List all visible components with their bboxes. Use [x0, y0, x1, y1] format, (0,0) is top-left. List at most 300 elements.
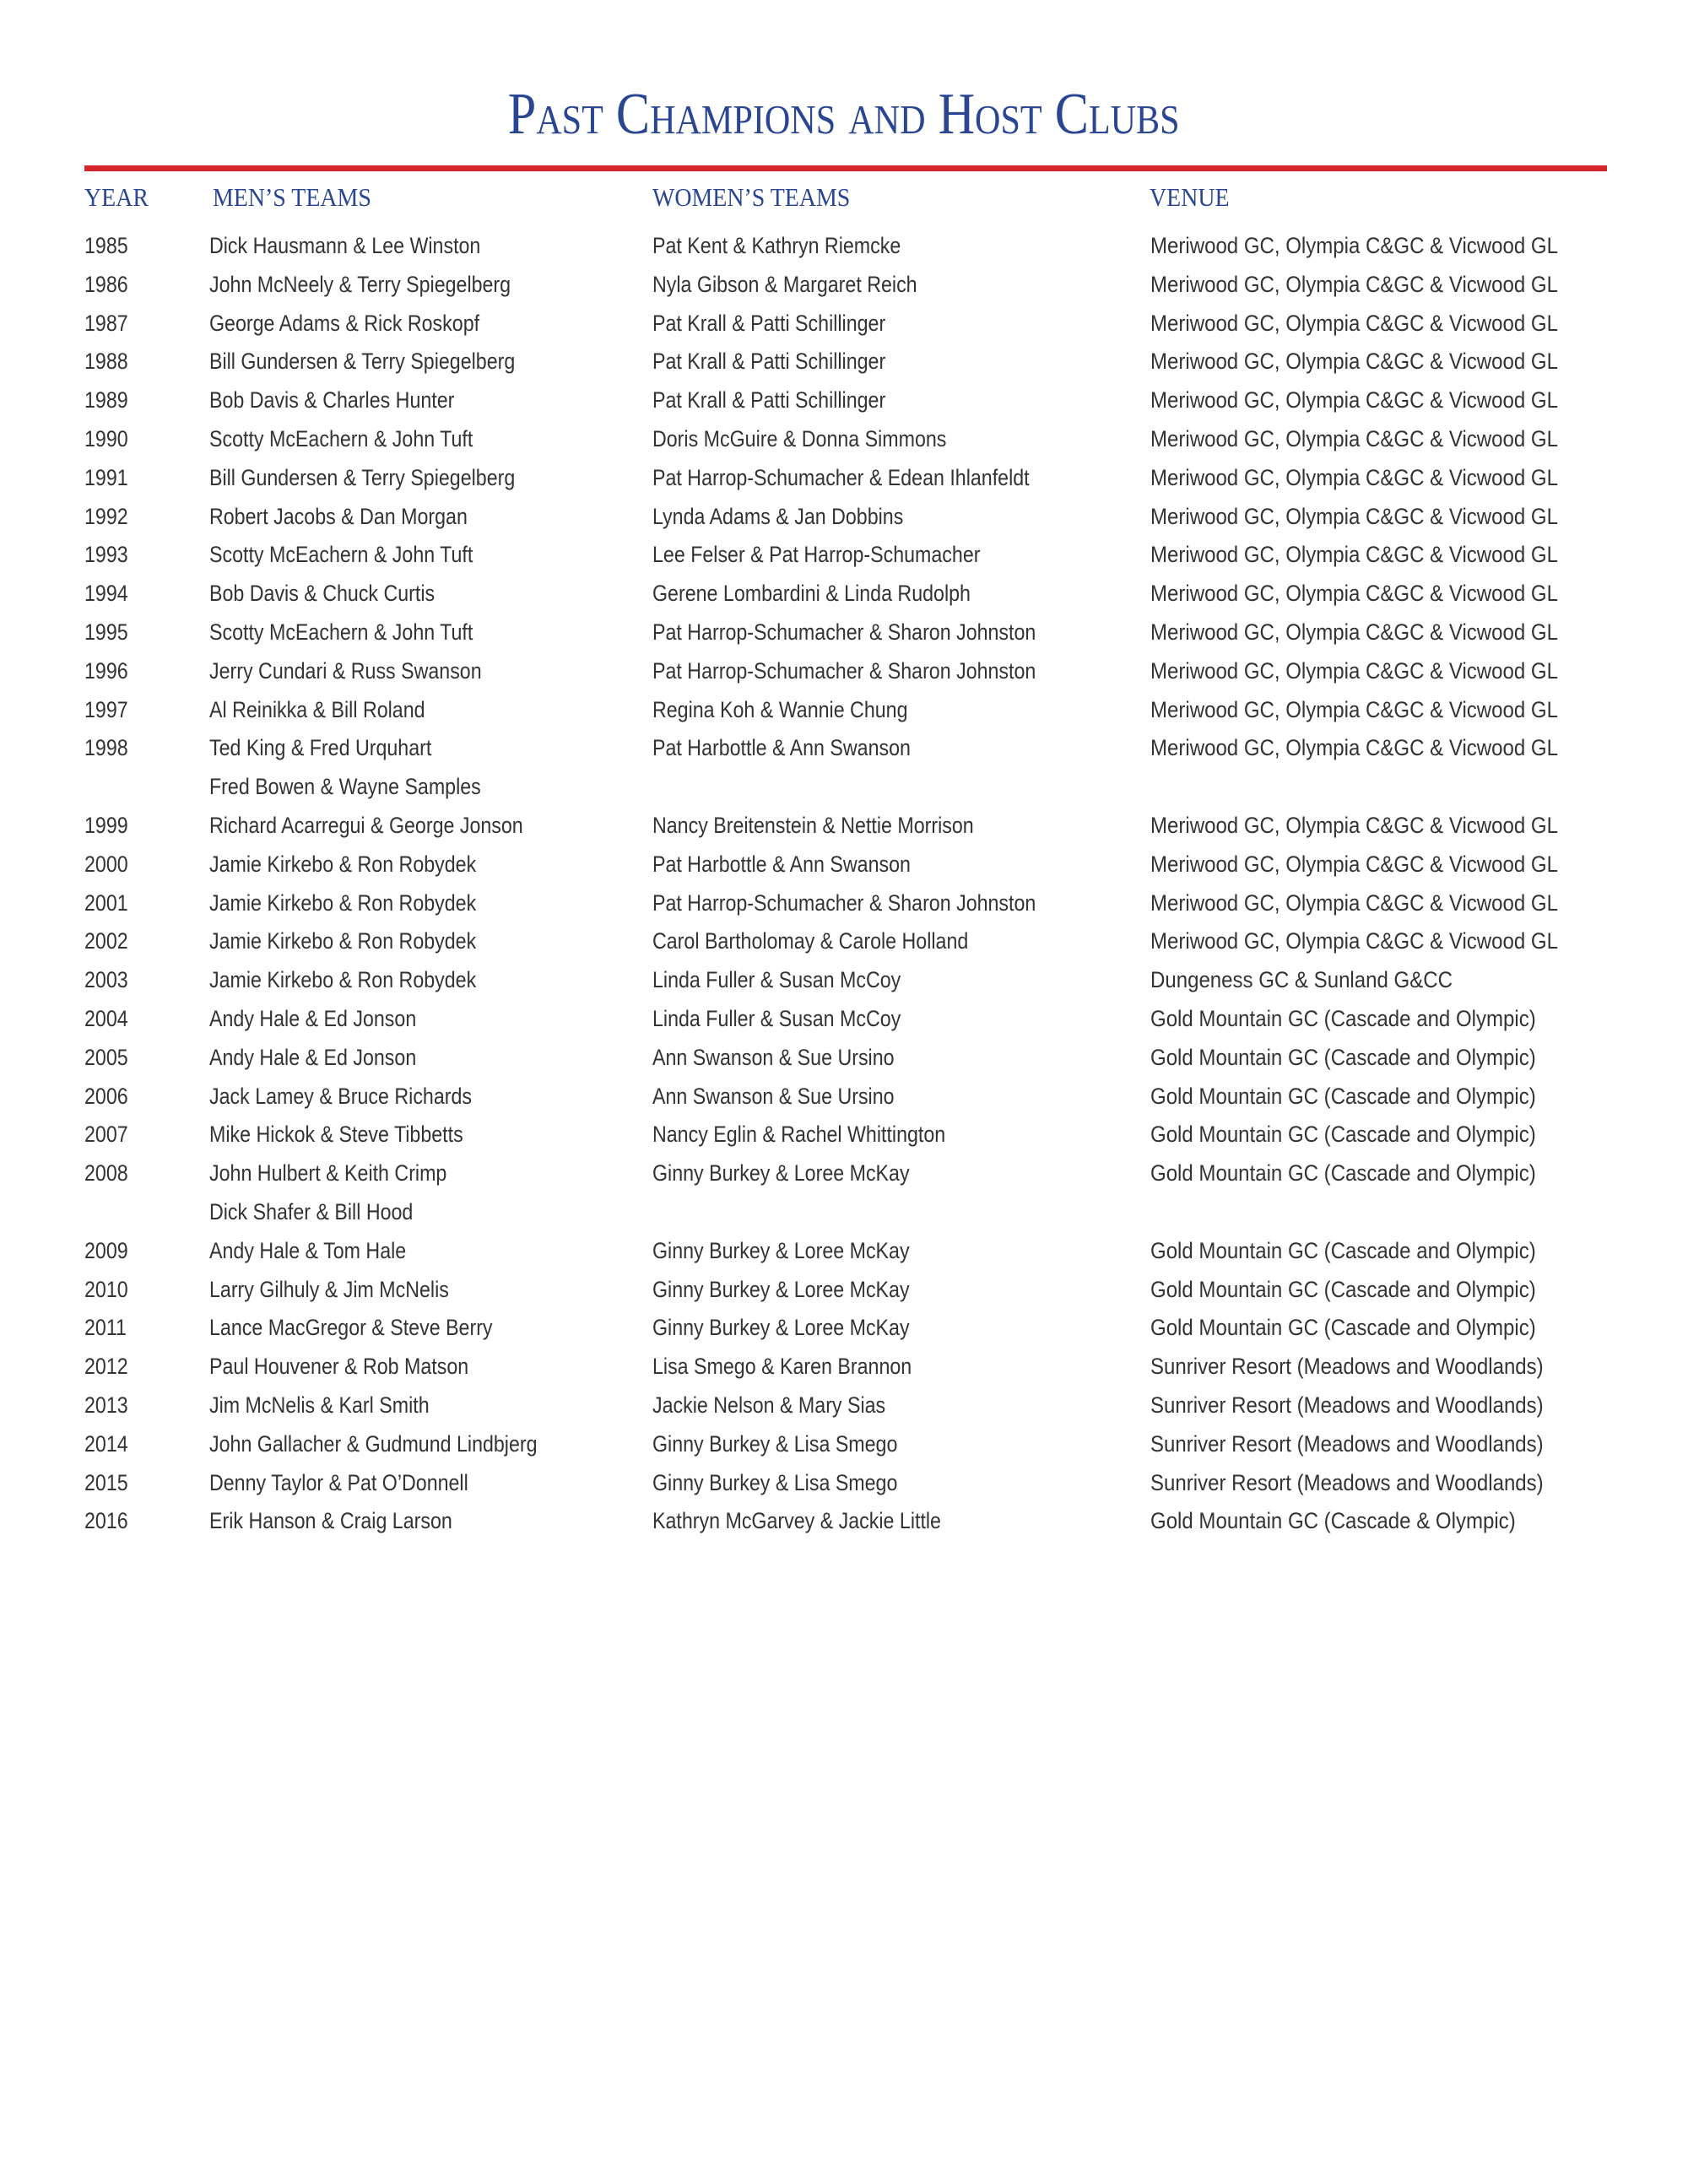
mens-team-cell	[209, 1154, 485, 1193]
table-row	[0, 1039, 1688, 1078]
womens-team-cell-text: Pat Harrop-Schumacher & Sharon Johnston	[652, 619, 1036, 645]
venue-cell	[1150, 807, 1609, 846]
womens-team-cell	[652, 807, 1026, 846]
mens-team-cell	[209, 266, 560, 305]
mens-team-cell	[209, 1039, 450, 1078]
venue-cell-text: Meriwood GC, Olympia C&GC & Vicwood GL	[1150, 349, 1558, 375]
table-row	[0, 922, 1688, 961]
womens-team-cell-text: Lisa Smego & Karen Brannon	[652, 1354, 912, 1380]
table-row	[0, 768, 1688, 807]
venue-cell	[1150, 1116, 1583, 1154]
year-cell	[84, 420, 135, 459]
womens-team-cell	[652, 652, 1098, 691]
womens-team-cell-text: Linda Fuller & Susan McCoy	[652, 1005, 901, 1031]
year-cell	[84, 498, 135, 537]
year-cell	[84, 652, 135, 691]
mens-team-cell	[209, 575, 472, 614]
year-cell-text: 2009	[84, 1237, 128, 1263]
header-year-text: YEAR	[84, 182, 149, 212]
venue-cell-text: Gold Mountain GC (Cascade and Olympic)	[1150, 1276, 1536, 1302]
year-cell-text: 1991	[84, 464, 128, 490]
year-cell-text: 2000	[84, 851, 128, 877]
year-cell-text: 2013	[84, 1392, 128, 1418]
womens-team-cell	[652, 381, 923, 420]
table-row	[0, 846, 1688, 884]
venue-cell	[1150, 305, 1609, 343]
venue-cell-text: Sunriver Resort (Meadows and Woodlands)	[1150, 1392, 1544, 1418]
womens-team-cell-text: Lee Felser & Pat Harrop-Schumacher	[652, 542, 981, 568]
womens-team-cell	[652, 227, 941, 266]
venue-cell-text: Meriwood GC, Olympia C&GC & Vicwood GL	[1150, 310, 1558, 336]
womens-team-cell-text: Pat Kent & Kathryn Riemcke	[652, 233, 901, 258]
year-cell-text: 2008	[84, 1160, 128, 1187]
venue-cell-text: Gold Mountain GC (Cascade and Olympic)	[1150, 1315, 1536, 1341]
venue-cell	[1150, 420, 1609, 459]
year-cell	[84, 343, 135, 381]
table-row	[0, 807, 1688, 846]
venue-cell	[1150, 884, 1609, 923]
mens-team-cell-text: Jamie Kirkebo & Ron Robydek	[209, 851, 477, 877]
womens-team-cell-text: Ann Swanson & Sue Ursino	[652, 1044, 895, 1070]
year-cell-text: 1995	[84, 619, 128, 645]
mens-team-cell-text: John Hulbert & Keith Crimp	[209, 1160, 447, 1187]
mens-team-cell-text: Richard Acarregui & George Jonson	[209, 812, 523, 838]
table-row	[0, 1000, 1688, 1039]
womens-team-cell-text: Ginny Burkey & Loree McKay	[652, 1315, 910, 1341]
mens-team-cell	[209, 1425, 591, 1464]
venue-cell	[1150, 1078, 1583, 1116]
year-cell-text: 2015	[84, 1469, 128, 1495]
venue-cell-text: Meriwood GC, Olympia C&GC & Vicwood GL	[1150, 696, 1558, 722]
venue-cell	[1150, 846, 1609, 884]
venue-cell-text: Gold Mountain GC (Cascade and Olympic)	[1150, 1044, 1536, 1070]
mens-team-cell-text: Jamie Kirkebo & Ron Robydek	[209, 928, 477, 954]
mens-team-cell	[209, 884, 520, 923]
table-row	[0, 1387, 1688, 1425]
mens-team-cell-text: Jamie Kirkebo & Ron Robydek	[209, 967, 477, 993]
womens-team-cell-text: Ann Swanson & Sue Ursino	[652, 1083, 895, 1109]
venue-cell	[1150, 652, 1609, 691]
venue-cell	[1150, 575, 1609, 614]
table-row	[0, 1425, 1688, 1464]
venue-cell	[1150, 961, 1490, 1000]
year-cell	[84, 614, 135, 652]
womens-team-cell	[652, 1000, 941, 1039]
mens-team-cell-text: Bob Davis & Charles Hunter	[209, 387, 455, 414]
table-row	[0, 1271, 1688, 1310]
year-cell	[84, 266, 135, 305]
venue-cell	[1150, 459, 1609, 498]
womens-team-cell-text: Jackie Nelson & Mary Sias	[652, 1392, 886, 1418]
year-cell-text: 1998	[84, 735, 128, 761]
table-row	[0, 652, 1688, 691]
womens-team-cell	[652, 922, 1020, 961]
year-cell-text: 2012	[84, 1354, 128, 1380]
mens-team-cell-text: Fred Bowen & Wayne Samples	[209, 774, 481, 800]
year-cell	[84, 729, 135, 768]
womens-team-cell-text: Kathryn McGarvey & Jackie Little	[652, 1508, 941, 1534]
table-row	[0, 1078, 1688, 1116]
year-cell-text: 2016	[84, 1508, 128, 1534]
womens-team-cell	[652, 961, 941, 1000]
mens-team-cell	[209, 691, 460, 730]
header-mens-teams	[213, 181, 389, 214]
mens-team-cell	[209, 1000, 450, 1039]
table-row	[0, 1464, 1688, 1503]
mens-team-cell	[209, 807, 574, 846]
womens-team-cell	[652, 729, 953, 768]
venue-cell	[1150, 227, 1609, 266]
year-cell-text: 1988	[84, 349, 128, 375]
table-row	[0, 343, 1688, 381]
womens-team-cell	[652, 691, 950, 730]
year-cell	[84, 575, 135, 614]
header-year	[84, 181, 155, 214]
table-row	[0, 614, 1688, 652]
womens-team-cell	[652, 1425, 938, 1464]
year-cell	[84, 1000, 135, 1039]
mens-team-cell	[209, 1309, 538, 1348]
year-cell	[84, 922, 135, 961]
year-cell-text: 1994	[84, 581, 128, 607]
year-cell-text: 2001	[84, 889, 128, 916]
table-row	[0, 575, 1688, 614]
mens-team-cell-text: Al Reinikka & Bill Roland	[209, 696, 425, 722]
mens-team-cell-text: Jack Lamey & Bruce Richards	[209, 1083, 473, 1109]
venue-cell	[1150, 1154, 1583, 1193]
mens-team-cell	[209, 1387, 465, 1425]
womens-team-cell-text: Doris McGuire & Donna Simmons	[652, 425, 947, 451]
year-cell-text: 1990	[84, 425, 128, 451]
header-venue	[1150, 181, 1238, 214]
womens-team-cell	[652, 1078, 933, 1116]
mens-team-cell	[209, 1078, 515, 1116]
venue-cell-text: Gold Mountain GC (Cascade & Olympic)	[1150, 1508, 1516, 1534]
venue-cell-text: Meriwood GC, Olympia C&GC & Vicwood GL	[1150, 503, 1558, 529]
womens-team-cell-text: Pat Harbottle & Ann Swanson	[652, 735, 911, 761]
mens-team-cell-text: Denny Taylor & Pat O’Donnell	[209, 1469, 468, 1495]
title-divider	[84, 165, 1607, 171]
year-cell	[84, 1425, 135, 1464]
venue-cell	[1150, 1039, 1583, 1078]
mens-team-cell	[209, 381, 495, 420]
year-cell	[84, 691, 135, 730]
womens-team-cell-text: Pat Krall & Patti Schillinger	[652, 349, 886, 375]
table-row	[0, 1154, 1688, 1193]
year-cell	[84, 1348, 135, 1387]
mens-team-cell-text: Bob Davis & Chuck Curtis	[209, 581, 436, 607]
mens-team-cell	[209, 227, 525, 266]
womens-team-cell	[652, 884, 1098, 923]
mens-team-cell-text: Scotty McEachern & John Tuft	[209, 619, 473, 645]
venue-cell-text: Meriwood GC, Olympia C&GC & Vicwood GL	[1150, 812, 1558, 838]
womens-team-cell-text: Ginny Burkey & Lisa Smego	[652, 1469, 898, 1495]
mens-team-cell-text: Erik Hanson & Craig Larson	[209, 1508, 452, 1534]
womens-team-cell	[652, 1271, 951, 1310]
venue-cell-text: Meriwood GC, Olympia C&GC & Vicwood GL	[1150, 233, 1558, 258]
venue-cell-text: Meriwood GC, Olympia C&GC & Vicwood GL	[1150, 464, 1558, 490]
mens-team-cell-text: Jim McNelis & Karl Smith	[209, 1392, 430, 1418]
year-cell	[84, 227, 135, 266]
mens-team-cell	[209, 1464, 511, 1503]
header-womens-teams	[652, 181, 872, 214]
table-row	[0, 536, 1688, 575]
venue-cell-text: Sunriver Resort (Meadows and Woodlands)	[1150, 1469, 1544, 1495]
year-cell	[84, 305, 135, 343]
mens-team-cell-text: Paul Houvener & Rob Matson	[209, 1354, 469, 1380]
header-womens-teams-text: WOMEN’S TEAMS	[652, 182, 851, 212]
womens-team-cell	[652, 1232, 951, 1271]
venue-cell	[1150, 1232, 1583, 1271]
year-cell	[84, 1502, 135, 1541]
mens-team-cell-text: Andy Hale & Ed Jonson	[209, 1005, 417, 1031]
year-cell-text: 1996	[84, 657, 128, 684]
year-cell-text: 2003	[84, 967, 128, 993]
womens-team-cell-text: Gerene Lombardini & Linda Rudolph	[652, 581, 971, 607]
table-row	[0, 884, 1688, 923]
year-cell	[84, 459, 135, 498]
year-cell	[84, 536, 135, 575]
year-cell-text: 1987	[84, 310, 128, 336]
mens-team-cell-text: George Adams & Rick Roskopf	[209, 310, 480, 336]
venue-cell	[1150, 1387, 1592, 1425]
year-cell	[84, 1387, 135, 1425]
venue-cell	[1150, 1000, 1583, 1039]
womens-team-cell	[652, 1309, 951, 1348]
mens-team-cell	[209, 1271, 488, 1310]
year-cell	[84, 1154, 135, 1193]
womens-team-cell	[652, 266, 960, 305]
year-cell-text: 2010	[84, 1276, 128, 1302]
venue-cell	[1150, 1348, 1592, 1387]
year-cell	[84, 1271, 135, 1310]
year-cell	[84, 1078, 135, 1116]
champions-table	[0, 227, 1688, 1541]
mens-team-cell	[209, 343, 565, 381]
womens-team-cell-text: Linda Fuller & Susan McCoy	[652, 967, 901, 993]
womens-team-cell-text: Pat Krall & Patti Schillinger	[652, 310, 886, 336]
table-row	[0, 691, 1688, 730]
venue-cell	[1150, 536, 1609, 575]
womens-team-cell	[652, 1464, 938, 1503]
womens-team-cell-text: Pat Harbottle & Ann Swanson	[652, 851, 911, 877]
mens-team-cell-text: Andy Hale & Tom Hale	[209, 1237, 407, 1263]
venue-cell-text: Meriwood GC, Olympia C&GC & Vicwood GL	[1150, 657, 1558, 684]
venue-cell-text: Gold Mountain GC (Cascade and Olympic)	[1150, 1237, 1536, 1263]
venue-cell-text: Meriwood GC, Olympia C&GC & Vicwood GL	[1150, 851, 1558, 877]
mens-team-cell	[209, 459, 565, 498]
womens-team-cell-text: Carol Bartholomay & Carole Holland	[652, 928, 969, 954]
table-row	[0, 420, 1688, 459]
mens-team-cell	[209, 1232, 438, 1271]
table-row	[0, 266, 1688, 305]
mens-team-cell	[209, 498, 510, 537]
mens-team-cell	[209, 536, 516, 575]
table-row	[0, 1348, 1688, 1387]
year-cell	[84, 846, 135, 884]
womens-team-cell	[652, 1039, 933, 1078]
mens-team-cell	[209, 729, 468, 768]
womens-team-cell-text: Nancy Breitenstein & Nettie Morrison	[652, 812, 974, 838]
womens-team-cell	[652, 846, 953, 884]
year-cell	[84, 961, 135, 1000]
womens-team-cell	[652, 536, 1034, 575]
year-cell-text: 2002	[84, 928, 128, 954]
year-cell-text: 2004	[84, 1005, 128, 1031]
venue-cell-text: Meriwood GC, Olympia C&GC & Vicwood GL	[1150, 735, 1558, 761]
womens-team-cell-text: Ginny Burkey & Loree McKay	[652, 1237, 910, 1263]
year-cell	[84, 807, 135, 846]
table-row	[0, 1193, 1688, 1232]
table-row	[0, 305, 1688, 343]
venue-cell	[1150, 343, 1609, 381]
venue-cell-text: Meriwood GC, Olympia C&GC & Vicwood GL	[1150, 928, 1558, 954]
womens-team-cell-text: Ginny Burkey & Loree McKay	[652, 1160, 910, 1187]
womens-team-cell	[652, 1348, 954, 1387]
year-cell-text: 1992	[84, 503, 128, 529]
womens-team-cell	[652, 575, 1022, 614]
table-row	[0, 1232, 1688, 1271]
year-cell-text: 1997	[84, 696, 128, 722]
mens-team-cell-text: Scotty McEachern & John Tuft	[209, 542, 473, 568]
womens-team-cell-text: Pat Harrop-Schumacher & Sharon Johnston	[652, 889, 1036, 916]
year-cell	[84, 1116, 135, 1154]
mens-team-cell-text: Dick Shafer & Bill Hood	[209, 1198, 414, 1224]
year-cell-text: 1989	[84, 387, 128, 414]
venue-cell	[1150, 1425, 1592, 1464]
womens-team-cell-text: Pat Harrop-Schumacher & Sharon Johnston	[652, 657, 1036, 684]
table-row	[0, 227, 1688, 266]
year-cell	[84, 1464, 135, 1503]
venue-cell	[1150, 691, 1609, 730]
womens-team-cell	[652, 1116, 993, 1154]
mens-team-cell-text: Dick Hausmann & Lee Winston	[209, 233, 481, 258]
womens-team-cell-text: Pat Krall & Patti Schillinger	[652, 387, 886, 414]
venue-cell	[1150, 1309, 1583, 1348]
venue-cell	[1150, 1271, 1583, 1310]
table-row	[0, 381, 1688, 420]
venue-cell-text: Gold Mountain GC (Cascade and Olympic)	[1150, 1005, 1536, 1031]
mens-team-cell	[209, 1116, 505, 1154]
womens-team-cell-text: Ginny Burkey & Loree McKay	[652, 1276, 910, 1302]
venue-cell	[1150, 922, 1609, 961]
year-cell-text: 2005	[84, 1044, 128, 1070]
venue-cell-text: Meriwood GC, Olympia C&GC & Vicwood GL	[1150, 619, 1558, 645]
year-cell-text: 1993	[84, 542, 128, 568]
womens-team-cell	[652, 420, 994, 459]
header-mens-teams-text: MEN’S TEAMS	[213, 182, 371, 212]
venue-cell-text: Meriwood GC, Olympia C&GC & Vicwood GL	[1150, 889, 1558, 916]
venue-cell-text: Gold Mountain GC (Cascade and Olympic)	[1150, 1083, 1536, 1109]
year-cell	[84, 1232, 135, 1271]
venue-cell	[1150, 1502, 1561, 1541]
mens-team-cell-text: John Gallacher & Gudmund Lindbjerg	[209, 1430, 538, 1457]
womens-team-cell-text: Nyla Gibson & Margaret Reich	[652, 271, 917, 297]
venue-cell-text: Meriwood GC, Olympia C&GC & Vicwood GL	[1150, 387, 1558, 414]
mens-team-cell-text: Bill Gundersen & Terry Spiegelberg	[209, 464, 516, 490]
venue-cell	[1150, 381, 1609, 420]
table-row	[0, 961, 1688, 1000]
womens-team-cell	[652, 1387, 923, 1425]
mens-team-cell	[209, 305, 523, 343]
womens-team-cell-text: Nancy Eglin & Rachel Whittington	[652, 1122, 946, 1148]
venue-cell-text: Gold Mountain GC (Cascade and Olympic)	[1150, 1122, 1536, 1148]
womens-team-cell	[652, 1154, 951, 1193]
venue-cell	[1150, 266, 1609, 305]
venue-cell-text: Meriwood GC, Olympia C&GC & Vicwood GL	[1150, 581, 1558, 607]
year-cell-text: 2011	[84, 1315, 127, 1341]
womens-team-cell-text: Regina Koh & Wannie Chung	[652, 696, 908, 722]
mens-team-cell	[209, 768, 525, 807]
mens-team-cell	[209, 1502, 492, 1541]
year-cell	[84, 1309, 133, 1348]
womens-team-cell	[652, 343, 923, 381]
table-row	[0, 1116, 1688, 1154]
mens-team-cell-text: John McNeely & Terry Spiegelberg	[209, 271, 511, 297]
mens-team-cell-text: Andy Hale & Ed Jonson	[209, 1044, 417, 1070]
womens-team-cell	[652, 305, 923, 343]
mens-team-cell-text: Lance MacGregor & Steve Berry	[209, 1315, 493, 1341]
womens-team-cell-text: Lynda Adams & Jan Dobbins	[652, 503, 904, 529]
venue-cell-text: Sunriver Resort (Meadows and Woodlands)	[1150, 1354, 1544, 1380]
page-title-text: Past Champions and Host Clubs	[508, 82, 1180, 147]
table-row	[0, 729, 1688, 768]
year-cell-text: 1999	[84, 812, 128, 838]
mens-team-cell	[209, 846, 520, 884]
womens-team-cell-text: Ginny Burkey & Lisa Smego	[652, 1430, 898, 1457]
header-venue-text: VENUE	[1150, 182, 1230, 212]
womens-team-cell-text: Pat Harrop-Schumacher & Edean Ihlanfeldt	[652, 464, 1030, 490]
year-cell-text: 1985	[84, 233, 128, 258]
year-cell	[84, 381, 135, 420]
year-cell	[84, 1039, 135, 1078]
womens-team-cell	[652, 498, 944, 537]
mens-team-cell-text: Jerry Cundari & Russ Swanson	[209, 657, 482, 684]
mens-team-cell	[209, 961, 520, 1000]
year-cell-text: 1986	[84, 271, 128, 297]
table-row	[0, 498, 1688, 537]
page-title	[0, 81, 1688, 149]
year-cell-text: 2007	[84, 1122, 128, 1148]
venue-cell-text: Dungeness GC & Sunland G&CC	[1150, 967, 1453, 993]
womens-team-cell	[652, 614, 1098, 652]
mens-team-cell-text: Ted King & Fred Urquhart	[209, 735, 432, 761]
mens-team-cell-text: Mike Hickok & Steve Tibbetts	[209, 1122, 463, 1148]
table-row	[0, 1502, 1688, 1541]
venue-cell-text: Meriwood GC, Olympia C&GC & Vicwood GL	[1150, 542, 1558, 568]
mens-team-cell-text: Larry Gilhuly & Jim McNelis	[209, 1276, 449, 1302]
venue-cell	[1150, 1464, 1592, 1503]
womens-team-cell	[652, 1502, 988, 1541]
venue-cell-text: Sunriver Resort (Meadows and Woodlands)	[1150, 1430, 1544, 1457]
venue-cell-text: Meriwood GC, Olympia C&GC & Vicwood GL	[1150, 271, 1558, 297]
venue-cell-text: Gold Mountain GC (Cascade and Olympic)	[1150, 1160, 1536, 1187]
venue-cell	[1150, 498, 1609, 537]
mens-team-cell	[209, 1193, 446, 1232]
table-row	[0, 459, 1688, 498]
year-cell-text: 2014	[84, 1430, 128, 1457]
mens-team-cell	[209, 614, 516, 652]
mens-team-cell-text: Robert Jacobs & Dan Morgan	[209, 503, 468, 529]
venue-cell-text: Meriwood GC, Olympia C&GC & Vicwood GL	[1150, 425, 1558, 451]
womens-team-cell	[652, 459, 1090, 498]
mens-team-cell	[209, 420, 516, 459]
mens-team-cell	[209, 652, 526, 691]
venue-cell	[1150, 614, 1609, 652]
year-cell	[84, 884, 135, 923]
year-cell-text: 2006	[84, 1083, 128, 1109]
mens-team-cell-text: Jamie Kirkebo & Ron Robydek	[209, 889, 477, 916]
